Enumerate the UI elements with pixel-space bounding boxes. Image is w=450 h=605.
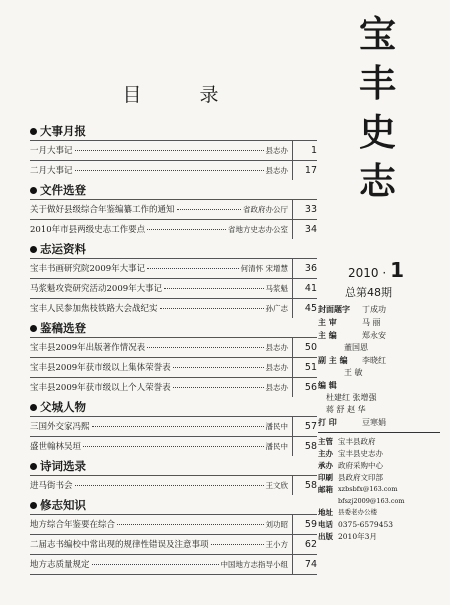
toc-entry[interactable]: [30, 298, 317, 318]
email-1: xzbsbfx@163.com: [338, 485, 398, 493]
entry-page-number: 17: [292, 161, 317, 180]
leader-dots: [83, 446, 263, 447]
leader-dots: [173, 387, 264, 388]
proof-value: 豆寒娟: [362, 418, 386, 427]
leader-dots: [75, 150, 264, 151]
entry-author: 县志办: [265, 383, 288, 392]
credit-value: 丁成功: [362, 305, 386, 314]
leader-dots: [160, 308, 264, 309]
editors-row: [318, 379, 440, 392]
entry-author: 王文欣: [265, 481, 288, 490]
publisher-row: [318, 460, 440, 472]
section-heading-text: 文件选登: [40, 183, 86, 197]
credit-label: 主 编: [318, 331, 337, 340]
proof-row: [318, 416, 440, 429]
publisher-rows: [318, 436, 440, 484]
toc-entry[interactable]: [30, 337, 317, 357]
email-label: 邮箱: [318, 485, 333, 494]
entry-page-number: 56: [292, 378, 317, 397]
entry-author: 县志办: [265, 363, 288, 372]
entry-author: 省地方史志办公室: [228, 225, 288, 234]
deputy-editor-second: 王 敏: [344, 368, 363, 377]
section-heading-text: 修志知识: [40, 498, 86, 512]
credit-rows: [318, 303, 440, 342]
credit-label: 封面题字: [318, 305, 350, 314]
editors-list: [318, 392, 440, 416]
entry-page-number: 50: [292, 338, 317, 357]
entry-title: 地方志质量规定: [30, 560, 90, 570]
entry-title: 二届志书编校中常出现的规律性错误及注意事项: [30, 540, 209, 550]
publisher-label: 印刷: [318, 473, 333, 482]
publisher-value: 政府采购中心: [338, 461, 383, 470]
brand-char-3: 史: [359, 110, 396, 154]
address-label: 地址: [318, 508, 333, 517]
credit-value: 郑永安: [362, 331, 386, 340]
entry-page-number: 58: [292, 476, 317, 495]
editors-line-1: 杜建红 张增强: [326, 393, 377, 402]
deputy-editor-label: 副 主 编: [318, 356, 348, 365]
entry-page-number: 41: [292, 279, 317, 298]
publisher-label: 承办: [318, 461, 333, 470]
bullet-icon: [30, 502, 37, 509]
phone-label: 电话: [318, 520, 333, 529]
credit-label: 主 审: [318, 318, 337, 327]
brand-char-2: 丰: [359, 61, 396, 105]
entry-author: 孙广志: [265, 304, 288, 313]
entry-title: 宝丰县2009年出版著作情况表: [30, 343, 146, 353]
editorial-credits: [318, 303, 440, 543]
bullet-icon: [30, 325, 37, 332]
entry-author: 县志办: [265, 146, 288, 155]
credit-row: [318, 316, 440, 329]
toc-entry[interactable]: [30, 475, 317, 495]
deputy-editor-value: 李晓红: [362, 356, 386, 365]
entry-title: 关于做好县级综合年鉴编纂工作的通知: [30, 205, 175, 215]
credits-divider: [318, 432, 440, 433]
toc-section: [30, 399, 317, 456]
issue-line: [348, 258, 404, 282]
entry-author: 县志办: [265, 166, 288, 175]
entry-page-number: 74: [292, 555, 317, 574]
table-of-contents: [30, 80, 317, 577]
entry-author: 县志办: [265, 343, 288, 352]
proof-label: 打 印: [318, 418, 337, 427]
toc-entry[interactable]: [30, 416, 317, 436]
entry-page-number: 51: [292, 358, 317, 377]
toc-entry[interactable]: [30, 219, 317, 239]
entry-title: 地方综合年鉴要在综合: [30, 520, 116, 530]
leader-dots: [147, 268, 238, 269]
section-heading: [30, 123, 317, 140]
publisher-label: 主管: [318, 437, 333, 446]
bullet-icon: [30, 404, 37, 411]
date-value: 2010年3月: [338, 532, 377, 541]
publisher-label: 主办: [318, 449, 333, 458]
toc-entry[interactable]: [30, 377, 317, 397]
credit-value: 马 丽: [362, 318, 381, 327]
leader-dots: [92, 564, 219, 565]
date-row: [318, 531, 440, 543]
publisher-value: 宝丰县史志办: [338, 449, 383, 458]
entry-title: 宝丰书画研究院2009年大事记: [30, 264, 146, 274]
entry-author: 王小方: [265, 540, 288, 549]
bullet-icon: [30, 463, 37, 470]
entry-title: 宝丰人民参加焦枝铁路大会战纪实: [30, 304, 158, 314]
entry-author: 省政府办公厅: [243, 205, 288, 214]
leader-dots: [75, 485, 264, 486]
leader-dots: [211, 544, 264, 545]
publisher-row: [318, 472, 440, 484]
section-heading: [30, 399, 317, 416]
phone-row: [318, 519, 440, 531]
entry-page-number: 62: [292, 535, 317, 554]
total-issue: 总第48期: [345, 286, 392, 299]
leader-dots: [164, 288, 263, 289]
toc-section: [30, 182, 317, 239]
entry-title: 二月大事记: [30, 166, 73, 176]
section-heading: [30, 182, 317, 199]
entry-author: 潘民中: [265, 422, 288, 431]
publisher-value: 宝丰县政府: [338, 437, 376, 446]
section-heading: [30, 241, 317, 258]
leader-dots: [173, 367, 264, 368]
entry-author: 潘民中: [265, 442, 288, 451]
credit-row: [318, 329, 440, 342]
leader-dots: [177, 209, 241, 210]
toc-section: [30, 320, 317, 397]
toc-entry[interactable]: [30, 199, 317, 219]
bullet-icon: [30, 187, 37, 194]
publisher-row: [318, 436, 440, 448]
toc-entry[interactable]: [30, 278, 317, 298]
entry-title: 一月大事记: [30, 146, 73, 156]
leader-dots: [147, 229, 226, 230]
masthead-calligraphy: [320, 10, 435, 206]
toc-entry[interactable]: [30, 534, 317, 554]
address-row: [318, 507, 440, 519]
entry-page-number: 58: [292, 437, 317, 456]
entry-title: 进马街书会: [30, 481, 73, 491]
toc-section: [30, 497, 317, 575]
bullet-icon: [30, 128, 37, 135]
section-heading-text: 鉴稿选登: [40, 321, 86, 335]
toc-entry[interactable]: [30, 160, 317, 180]
entry-title: 三国外交家冯熙: [30, 422, 90, 432]
toc-entry[interactable]: [30, 357, 317, 377]
deputy-editor-row: [318, 354, 440, 367]
address-value: 县委老办公楼: [338, 508, 377, 516]
leader-dots: [75, 170, 264, 171]
masthead: [320, 10, 435, 206]
entry-author: 刘功昭: [265, 520, 288, 529]
section-heading: [30, 458, 317, 475]
section-heading-text: 大事月报: [40, 124, 86, 138]
toc-entry[interactable]: [30, 258, 317, 278]
entry-title: 宝丰县2009年获市级以上集体荣誉表: [30, 363, 171, 373]
entry-page-number: 45: [292, 299, 317, 318]
leader-dots: [117, 524, 263, 525]
publisher-row: [318, 448, 440, 460]
entry-author: 中国地方志指导小组: [220, 560, 288, 569]
toc-entry[interactable]: [30, 140, 317, 160]
issue-number: 1: [390, 258, 405, 282]
toc-entry[interactable]: [30, 554, 317, 575]
section-heading-text: 志运资料: [40, 242, 86, 256]
entry-title: 2010年市县两级史志工作要点: [30, 225, 146, 235]
entry-page-number: 57: [292, 417, 317, 436]
leader-dots: [92, 426, 264, 427]
editors-line-2: 蒋 舒 赵 华: [326, 405, 366, 414]
section-heading-text: 父城人物: [40, 400, 86, 414]
section-heading: [30, 497, 317, 514]
toc-title: 目 录: [122, 84, 245, 106]
issue-year: 2010 ·: [348, 266, 387, 280]
toc-section: [30, 123, 317, 180]
toc-sections: [30, 123, 317, 575]
bullet-icon: [30, 246, 37, 253]
section-heading: [30, 320, 317, 337]
date-label: 出版: [318, 532, 333, 541]
toc-entry[interactable]: [30, 514, 317, 534]
toc-section: [30, 458, 317, 495]
entry-page-number: 34: [292, 220, 317, 239]
brand-char-1: 宝: [359, 12, 396, 56]
toc-section: [30, 241, 317, 318]
entry-page-number: 36: [292, 259, 317, 278]
brand-char-4: 志: [359, 159, 396, 203]
editors-label: 编 辑: [318, 381, 337, 390]
toc-entry[interactable]: [30, 436, 317, 456]
section-heading-text: 诗词选录: [40, 459, 86, 473]
publisher-info: [318, 436, 440, 543]
entry-title: 盛世翰林吴垣: [30, 442, 82, 452]
leader-dots: [147, 347, 263, 348]
entry-page-number: 1: [292, 141, 317, 160]
email-row: [318, 484, 440, 496]
chief-editor-second: 董国恩: [344, 343, 368, 352]
entry-page-number: 59: [292, 515, 317, 534]
phone-value: 0375-6579453: [338, 520, 394, 529]
email-2: bfszj2009@163.com: [338, 497, 405, 505]
credit-row: [318, 303, 440, 316]
entry-page-number: 33: [292, 200, 317, 219]
entry-author: 何清怀 宋增慧: [240, 264, 288, 273]
entry-author: 马浆魁: [265, 284, 288, 293]
entry-title: 马浆魁攻瓷研究活动2009年大事记: [30, 284, 163, 294]
publisher-value: 县政府文印部: [338, 473, 383, 482]
entry-title: 宝丰县2009年获市级以上个人荣誉表: [30, 383, 171, 393]
